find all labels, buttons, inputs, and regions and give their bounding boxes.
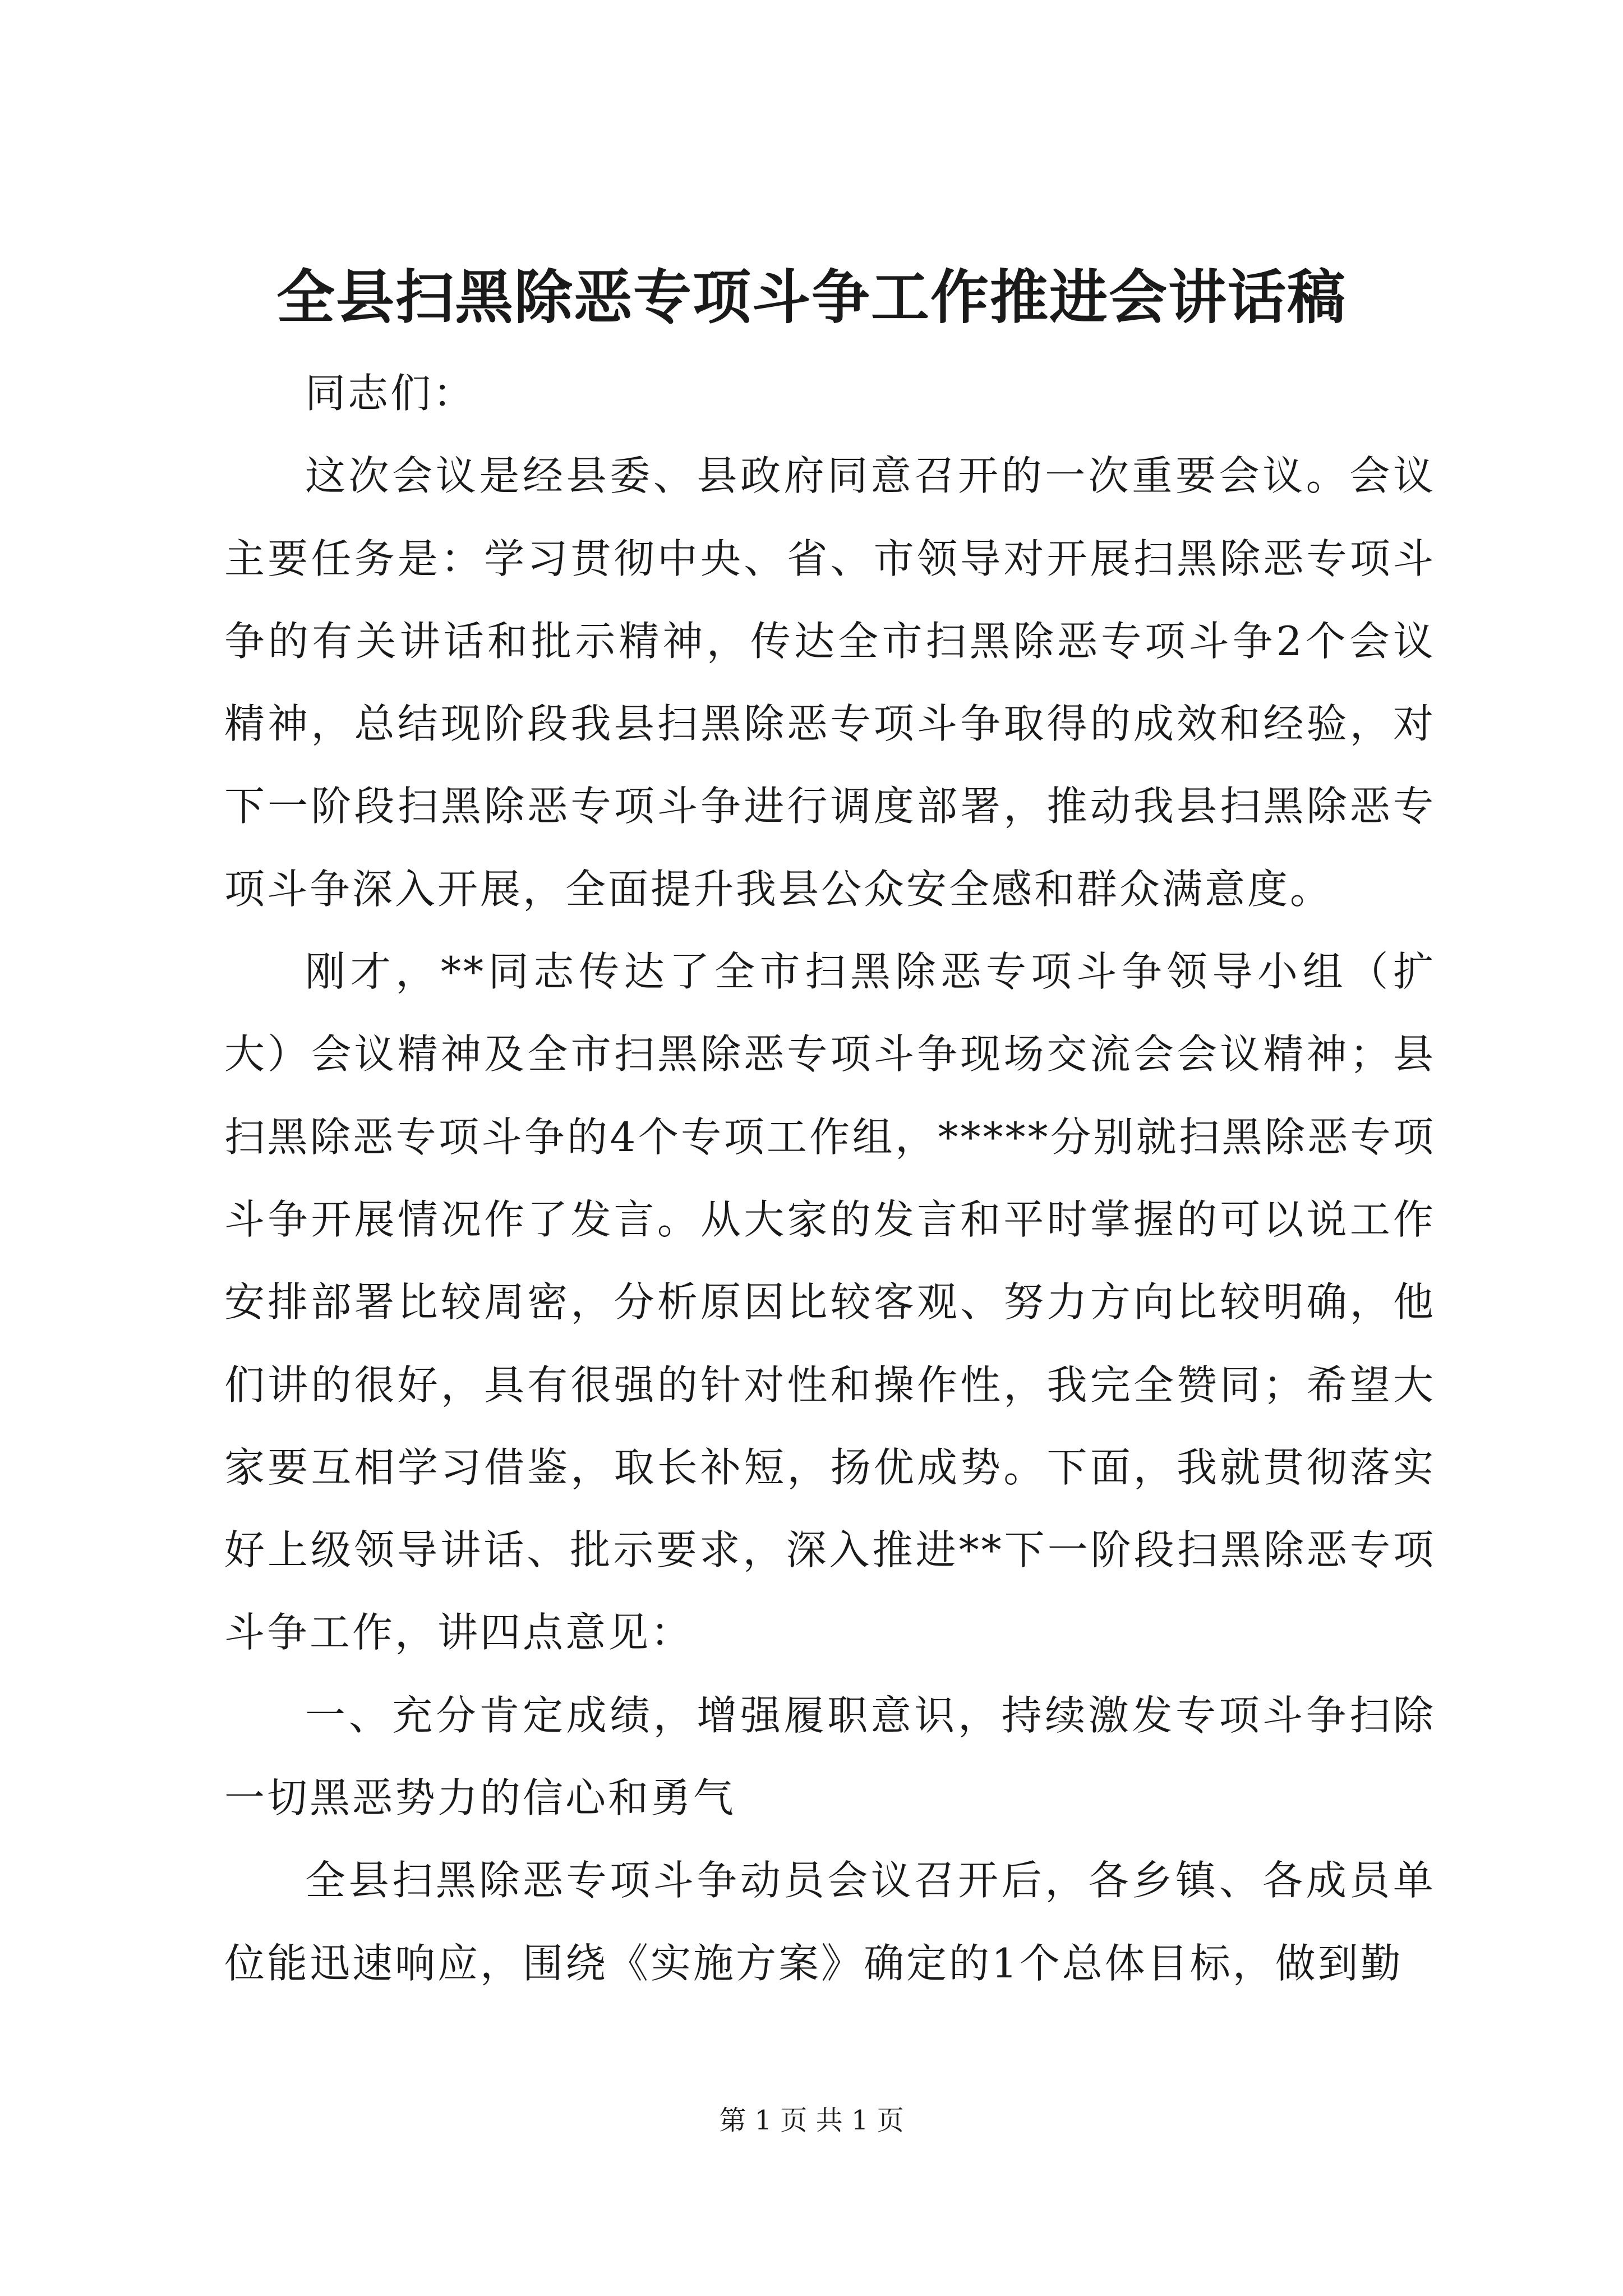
document-title: 全县扫黑除恶专项斗争工作推进会讲话稿 — [276, 263, 1347, 332]
body-paragraph: 刚才，**同志传达了全市扫黑除恶专项斗争领导小组（扩大）会议精神及全市扫黑除恶专项斗争现场交流会会议精神；县扫黑除恶专项斗争的4个专项工作组，*****分别就扫黑除恶专项斗争开展情况作了发言。从大家的发言和平时掌握的可以说工作安排部署比较周密，分析原因比较客观、努力方向比较明确，他们讲的很好，具有很强的针对性和操作性，我完全赞同；希望大家要互相学习借鉴，取长补短，扬优成势。下面，我就贯彻落实好上级领导讲话、批示要求，深入推进**下一阶段扫黑除恶专项斗争工作，讲四点意见： — [224, 948, 1436, 1657]
section-heading: 一、充分肯定成绩，增强履职意识，持续激发专项斗争扫除一切黑恶势力的信心和勇气 — [224, 1691, 1436, 1822]
salutation-paragraph: 同志们： — [305, 370, 476, 417]
body-paragraph: 这次会议是经县委、县政府同意召开的一次重要会议。会议主要任务是：学习贯彻中央、省、市领导对开展扫黑除恶专项斗争的有关讲话和批示精神，传达全市扫黑除恶专项斗争2个会议精神，总结现阶段我县扫黑除恶专项斗争取得的成效和经验，对下一阶段扫黑除恶专项斗争进行调度部署，推动我县扫黑除恶专项斗争深入开展，全面提升我县公众安全感和群众满意度。 — [224, 452, 1436, 913]
document-body — [224, 352, 1436, 2005]
body-paragraph: 全县扫黑除恶专项斗争动员会议召开后，各乡镇、各成员单位能迅速响应，围绕《实施方案》确定的1个总体目标，做到勤 — [224, 1857, 1436, 1987]
page-footer: 第 1 页 共 1 页 — [719, 2105, 904, 2136]
